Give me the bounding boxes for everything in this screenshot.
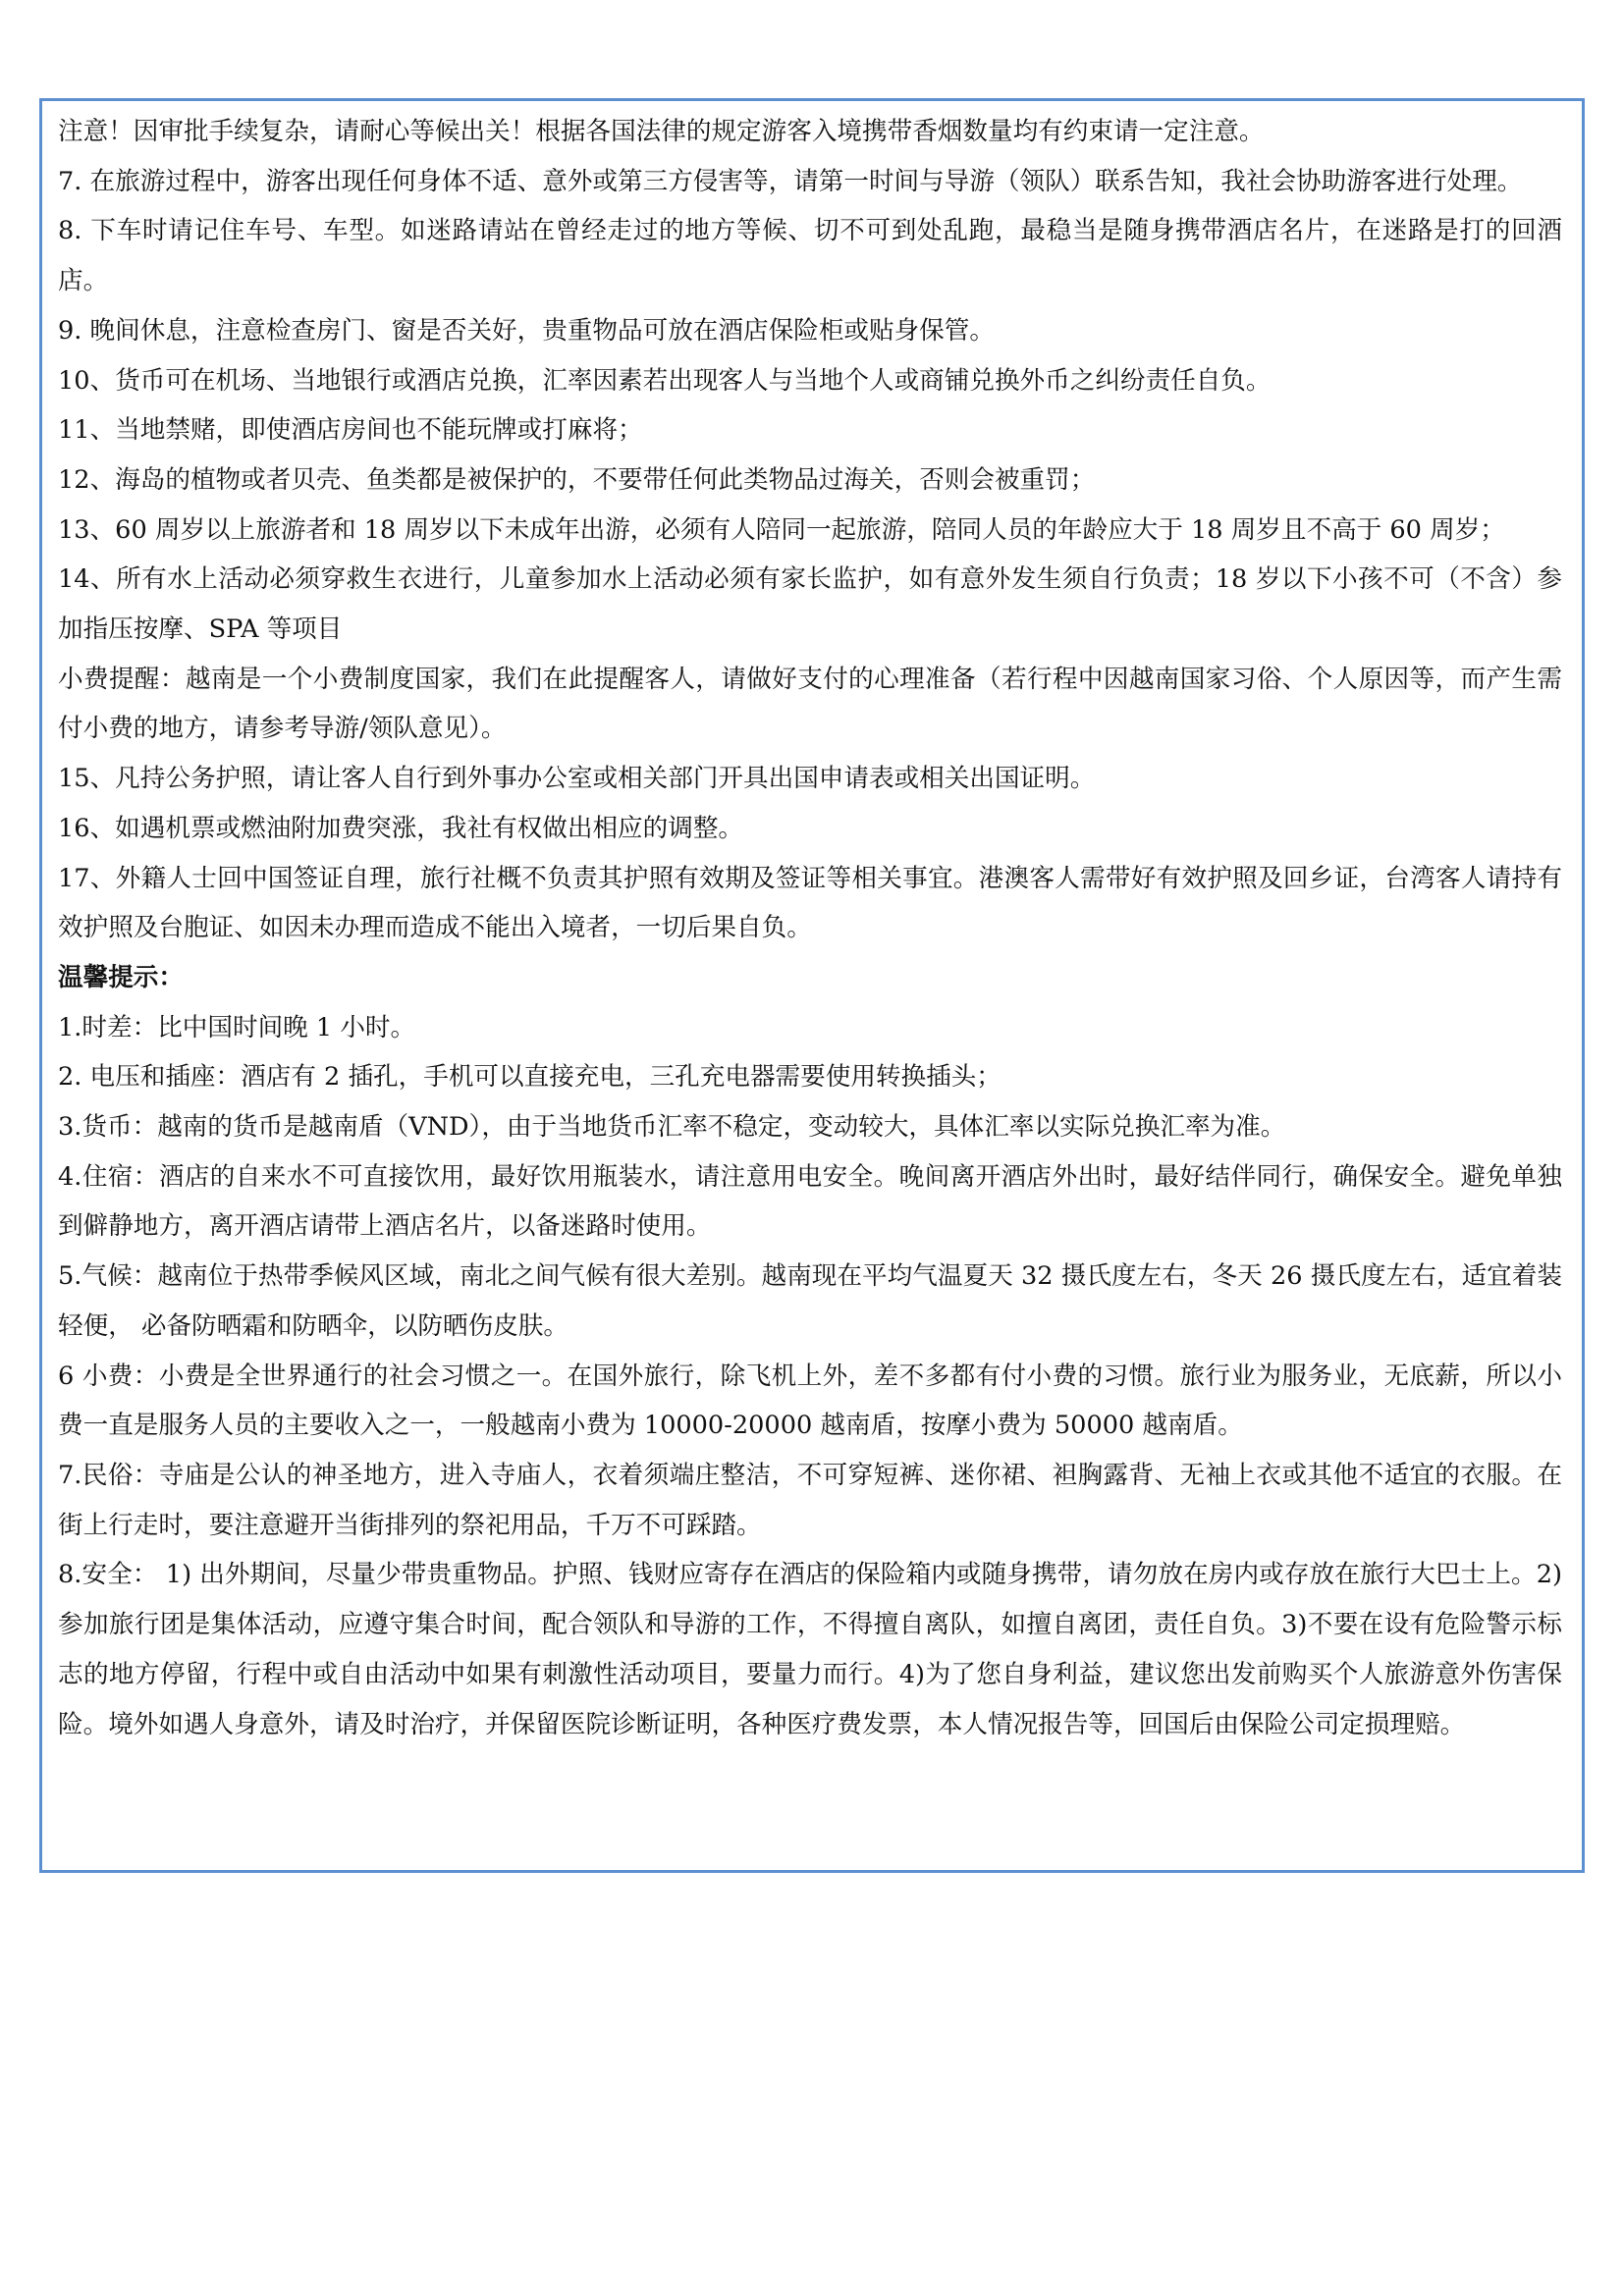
- notice-item-13: 13、60 周岁以上旅游者和 18 周岁以下未成年出游，必须有人陪同一起旅游，陪同人员的年龄应大于 18 周岁且不高于 60 周岁；: [58, 514, 1505, 545]
- notice-item-9: 9. 晚间休息，注意检查房门、窗是否关好，贵重物品可放在酒店保险柜或贴身保管。: [58, 315, 995, 346]
- tip-accommodation: 4.住宿：酒店的自来水不可直接饮用，最好饮用瓶装水，请注意用电安全。晚间离开酒店外出时，最好结伴同行，确保安全。避免单独到僻静地方，离开酒店请带上酒店名片，以备迷路时使用。: [58, 1161, 1562, 1242]
- notice-item-10: 10、货币可在机场、当地银行或酒店兑换，汇率因素若出现客人与当地个人或商铺兑换外币之纠纷责任自负。: [58, 365, 1272, 396]
- tip-time-difference: 1.时差：比中国时间晚 1 小时。: [58, 1012, 416, 1042]
- tip-climate: 5.气候：越南位于热带季候风区域，南北之间气候有很大差别。越南现在平均气温夏天 32 摄氏度左右，冬天 26 摄氏度左右，适宜着装轻便， 必备防晒霜和防晒伞，以防晒伤皮肤。: [58, 1261, 1562, 1341]
- tips-heading: 温馨提示：: [58, 962, 184, 992]
- notice-item-7: 7. 在旅游过程中，游客出现任何身体不适、意外或第三方侵害等，请第一时间与导游（领队）联系告知，我社会协助游客进行处理。: [58, 166, 1523, 196]
- notice-item-17: 17、外籍人士回中国签证自理，旅行社概不负责其护照有效期及签证等相关事宜。港澳客人需带好有效护照及回乡证，台湾客人请持有效护照及台胞证、如因未办理而造成不能出入境者，一切后果自负。: [58, 863, 1562, 943]
- tip-reminder: 小费提醒：越南是一个小费制度国家，我们在此提醒客人，请做好支付的心理准备（若行程中因越南国家习俗、个人原因等，而产生需付小费的地方，请参考导游/领队意见）。: [58, 664, 1562, 744]
- tip-voltage: 2. 电压和插座：酒店有 2 插孔，手机可以直接充电，三孔充电器需要使用转换插头；: [58, 1062, 1001, 1093]
- notice-item-12: 12、海岛的植物或者贝壳、鱼类都是被保护的，不要带任何此类物品过海关，否则会被重罚；: [58, 464, 1096, 495]
- notice-customs: 注意！因审批手续复杂，请耐心等候出关！根据各国法律的规定游客入境携带香烟数量均有约束请一定注意。: [58, 117, 1265, 146]
- tip-safety: 8.安全： 1) 出外期间，尽量少带贵重物品。护照、钱财应寄存在酒店的保险箱内或随身携带，请勿放在房内或存放在旅行大巴士上。2)参加旅行团是集体活动，应遵守集合时间，配合领队和导游的工作，不得擅自离队，如擅自离团，责任自负。3)不要在设有危险警示标志的地方停留，行程中或自由活动中如果有刺激性活动项目，要量力而行。4)为了您自身利益，建议您出发前购买个人旅游意外伤害保险。境外如遇人身意外，请及时治疗，并保留医院诊断证明，各种医疗费发票，本人情况报告等，回国后由保险公司定损理赔。: [58, 1560, 1562, 1739]
- travel-notice-box: [39, 98, 1585, 1873]
- notice-item-8: 8. 下车时请记住车号、车型。如迷路请站在曾经走过的地方等候、切不可到处乱跑，最稳当是随身携带酒店名片，在迷路是打的回酒店。: [58, 216, 1562, 296]
- notice-item-11: 11、当地禁赌，即使酒店房间也不能玩牌或打麻将；: [58, 415, 643, 446]
- notice-item-15: 15、凡持公务护照，请让客人自行到外事办公室或相关部门开具出国申请表或相关出国证明。: [58, 764, 1096, 794]
- tip-gratuity: 6 小费：小费是全世界通行的社会习惯之一。在国外旅行，除飞机上外，差不多都有付小费的习惯。旅行业为服务业，无底薪，所以小费一直是服务人员的主要收入之一，一般越南小费为 10000-20000 越南盾，按摩小费为 50000 越南盾。: [58, 1361, 1562, 1441]
- tip-currency: 3.货币：越南的货币是越南盾（VND），由于当地货币汇率不稳定，变动较大，具体汇率以实际兑换汇率为准。: [58, 1112, 1286, 1143]
- tip-customs: 7.民俗：寺庙是公认的神圣地方，进入寺庙人，衣着须端庄整洁，不可穿短裤、迷你裙、袒胸露背、无袖上衣或其他不适宜的衣服。在街上行走时，要注意避开当街排列的祭祀用品，千万不可踩踏。: [58, 1460, 1562, 1540]
- notice-item-16: 16、如遇机票或燃油附加费突涨，我社有权做出相应的调整。: [58, 813, 744, 843]
- notice-item-14: 14、所有水上活动必须穿救生衣进行，儿童参加水上活动必须有家长监护，如有意外发生须自行负责；18 岁以下小孩不可（不含）参加指压按摩、SPA 等项目: [58, 564, 1562, 645]
